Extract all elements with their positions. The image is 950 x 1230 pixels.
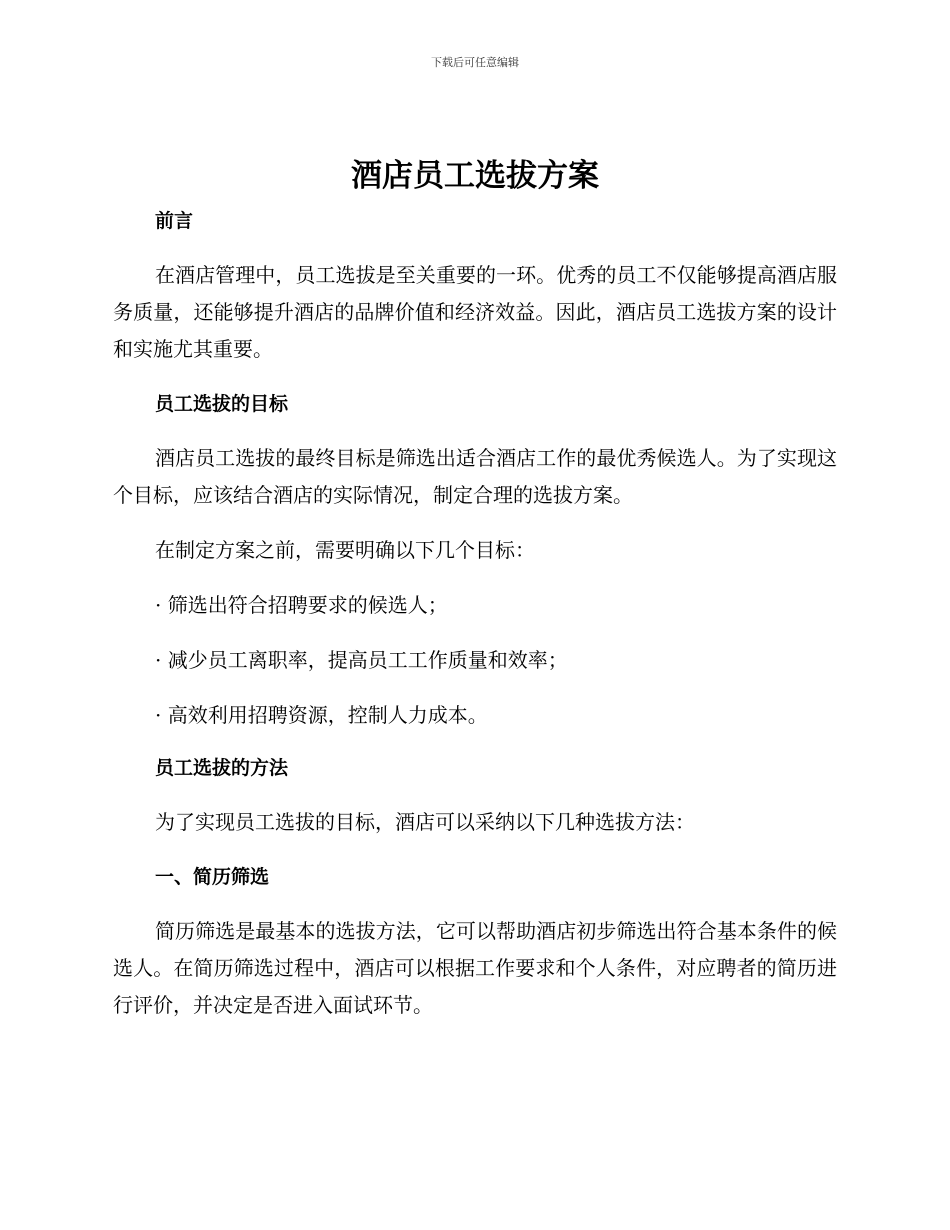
page-header: 下载后可任意编辑 <box>431 56 519 69</box>
goals-paragraph: 酒店员工选拔的最终目标是筛选出适合酒店工作的最优秀候选人。为了实现这个目标，应该结合酒店的实际情况，制定合理的选拔方案。 <box>113 446 837 507</box>
section-heading-methods: 员工选拔的方法 <box>155 757 289 779</box>
preface-paragraph: 在酒店管理中，员工选拔是至关重要的一环。优秀的员工不仅能够提高酒店服务质量，还能够提升酒店的品牌价值和经济效益。因此，酒店员工选拔方案的设计和实施尤其重要。 <box>113 263 837 361</box>
list-item: · 筛选出符合招聘要求的候选人； <box>155 593 448 617</box>
document-title: 酒店员工选拔方案 <box>351 158 599 194</box>
document-body <box>113 205 837 1024</box>
subsection-heading-resume: 一、简历筛选 <box>155 866 270 888</box>
methods-intro: 为了实现员工选拔的目标，酒店可以采纳以下几种选拔方法： <box>155 810 695 834</box>
list-item: · 高效利用招聘资源，控制人力成本。 <box>155 703 488 727</box>
resume-paragraph: 简历筛选是最基本的选拔方法，它可以帮助酒店初步筛选出符合基本条件的候选人。在简历筛选过程中，酒店可以根据工作要求和个人条件，对应聘者的简历进行评价，并决定是否进入面试环节。 <box>113 919 837 1017</box>
section-heading-goals: 员工选拔的目标 <box>155 393 289 415</box>
goals-intro: 在制定方案之前，需要明确以下几个目标： <box>155 538 535 562</box>
section-heading-preface: 前言 <box>155 210 194 232</box>
goals-list <box>113 587 837 734</box>
list-item: · 减少员工离职率，提高员工工作质量和效率； <box>155 648 568 672</box>
